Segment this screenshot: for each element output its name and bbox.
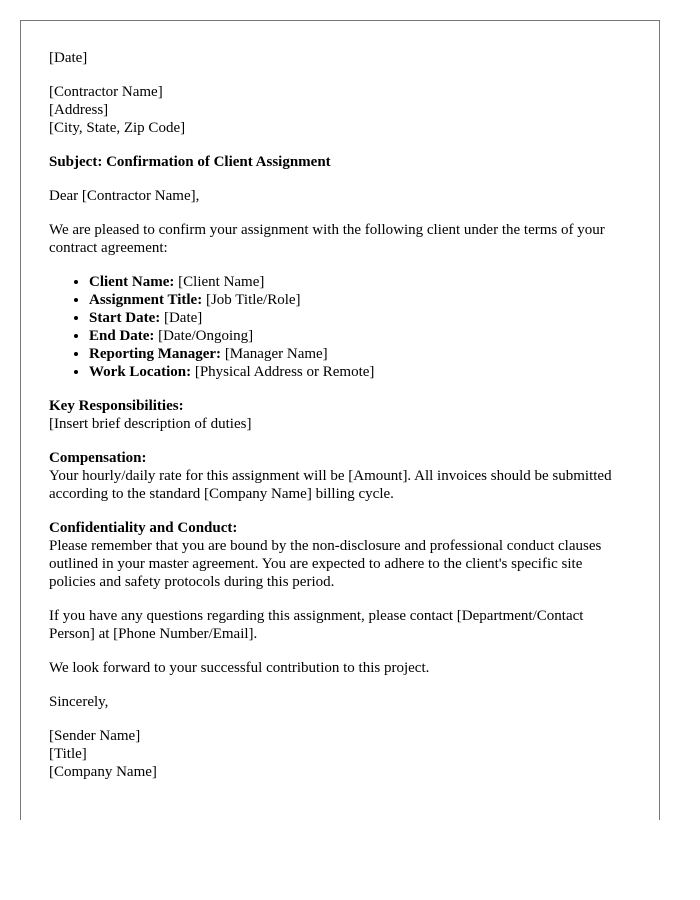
detail-item-reporting-manager (89, 345, 631, 363)
responsibilities-text: [Insert brief description of duties] (49, 416, 252, 432)
confidentiality-section (49, 519, 631, 591)
responsibilities-heading: Key Responsibilities: (49, 398, 184, 414)
subject-text: Subject: Confirmation of Client Assignment (49, 154, 331, 170)
detail-value: [Client Name] (174, 274, 265, 290)
recipient-name: [Contractor Name] (49, 84, 163, 100)
detail-label: End Date: (89, 328, 155, 344)
detail-label: Reporting Manager: (89, 346, 222, 362)
sender-name: [Sender Name] (49, 728, 141, 744)
detail-value: [Manager Name] (221, 346, 328, 362)
letter-subject (49, 153, 631, 171)
sender-title: [Title] (49, 746, 87, 762)
compensation-section (49, 449, 631, 503)
sender-company: [Company Name] (49, 764, 157, 780)
compensation-text: Your hourly/daily rate for this assignment will be [Amount]. All invoices should be submitted according to the standard [Company Name] billing cycle. (49, 468, 612, 502)
sign-off: Sincerely, (49, 694, 109, 710)
recipient-address: [Address] (49, 102, 109, 118)
letter-page (20, 20, 660, 820)
responsibilities-section (49, 397, 631, 433)
detail-label: Client Name: (89, 274, 175, 290)
detail-value: [Date/Ongoing] (154, 328, 254, 344)
assignment-details-list (49, 273, 631, 381)
sender-signature-block (49, 727, 631, 781)
detail-value: [Physical Address or Remote] (191, 364, 375, 380)
salutation: Dear [Contractor Name], (49, 188, 200, 204)
detail-item-assignment-title (89, 291, 631, 309)
questions-paragraph: If you have any questions regarding this assignment, please contact [Department/Contact Person] at [Phone Number/Email]. (49, 608, 584, 642)
closing-line: We look forward to your successful contribution to this project. (49, 660, 430, 676)
detail-value: [Job Title/Role] (202, 292, 301, 308)
recipient-city-state-zip: [City, State, Zip Code] (49, 120, 186, 136)
confidentiality-heading: Confidentiality and Conduct: (49, 520, 238, 536)
letter-date: [Date] (49, 50, 88, 66)
detail-item-end-date (89, 327, 631, 345)
detail-item-start-date (89, 309, 631, 327)
compensation-heading: Compensation: (49, 450, 147, 466)
intro-paragraph: We are pleased to confirm your assignment with the following client under the terms of your contract agreement: (49, 222, 605, 256)
recipient-address-block (49, 83, 631, 137)
confidentiality-text: Please remember that you are bound by the non-disclosure and professional conduct clauses outlined in your master agreement. You are expected to adhere to the client's specific site policies and safety protocols during this period. (49, 538, 602, 590)
detail-item-work-location (89, 363, 631, 381)
detail-value: [Date] (160, 310, 203, 326)
detail-label: Start Date: (89, 310, 161, 326)
detail-label: Assignment Title: (89, 292, 203, 308)
detail-label: Work Location: (89, 364, 192, 380)
detail-item-client-name (89, 273, 631, 291)
